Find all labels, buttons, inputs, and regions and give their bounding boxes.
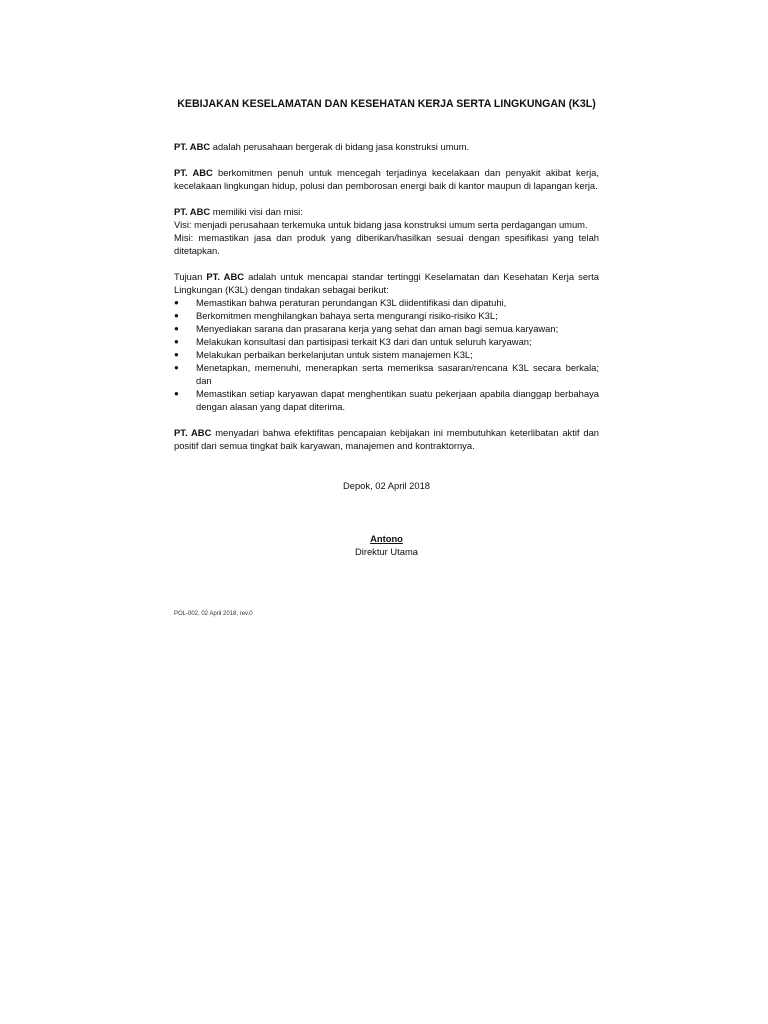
list-item-text: Menyediakan sarana dan prasarana kerja yang sehat dan aman bagi semua karyawan; [196,323,559,334]
paragraph-text: adalah perusahaan bergerak di bidang jasa konstruksi umum. [212,141,470,152]
document-title: KEBIJAKAN KESELAMATAN DAN KESEHATAN KERJA SERTA LINGKUNGAN (K3L) [177,98,596,110]
list-item-text: Menetapkan, memenuhi, menerapkan serta memeriksa sasaran/rencana K3L secara berkala; dan [196,362,599,386]
list-item-text: Memastikan bahwa peraturan perundangan K3L diidentifikasi dan dipatuhi, [196,297,507,308]
paragraph-text: adalah untuk mencapai standar tertinggi Keselamatan dan Kesehatan Kerja serta Lingkungan (K3L) dengan tindakan sebagai berikut: [174,271,599,295]
paragraph-vision-mission-intro [174,205,599,218]
company-name: PT. ABC [174,141,211,152]
objective-list [174,296,599,413]
bullet-icon: ● [174,298,179,307]
paragraph-commitment [174,166,599,192]
company-name: PT. ABC [174,167,213,178]
list-item-text: Melakukan konsultasi dan partisipasi terkait K3 dari dan untuk seluruh karyawan; [196,336,532,347]
paragraph-text: Tujuan [174,271,203,282]
paragraph-company-intro [174,140,599,153]
company-name: PT. ABC [206,271,244,282]
vision-statement: Visi: menjadi perusahaan terkemuka untuk bidang jasa konstruksi umum serta perdagangan umum. [174,219,588,230]
place-and-date: Depok, 02 April 2018 [342,480,431,491]
list-item-text: Berkomitmen menghilangkan bahaya serta mengurangi risiko-risiko K3L; [196,310,498,321]
list-item-text: Melakukan perbaikan berkelanjutan untuk sistem manajemen K3L; [196,349,473,360]
bullet-icon: ● [174,337,179,346]
bullet-icon: ● [174,350,179,359]
paragraph-objective [174,270,599,296]
list-item [174,309,599,322]
list-item-text: Memastikan setiap karyawan dapat menghentikan suatu pekerjaan apabila dianggap berbahaya dengan alasan yang dapat diterima. [196,388,599,412]
list-item [174,322,599,335]
list-item [174,335,599,348]
bullet-icon: ● [174,389,179,398]
paragraph-text: menyadari bahwa efektifitas pencapaian kebijakan ini membutuhkan keterlibatan aktif dan positif dari semua tingkat baik karyawan, manajemen and kontraktornya. [174,427,600,451]
paragraph-text: memiliki visi dan misi: [212,206,303,217]
bullet-icon: ● [174,324,179,333]
document-reference: POL-002, 02 April 2018, rev.0 [174,611,253,617]
document-body [174,97,599,558]
signer-title: Direktur Utama [354,546,419,557]
bullet-icon: ● [174,311,179,320]
paragraph-effectiveness [174,426,599,452]
bullet-icon: ● [174,363,179,372]
list-item [174,387,599,413]
list-item [174,348,599,361]
signer-name: Antono [370,533,403,544]
list-item [174,361,599,387]
list-item [174,296,599,309]
paragraph-text: berkomitmen penuh untuk mencegah terjadinya kecelakaan dan penyakit akibat kerja, kecelakaan lingkungan hidup, polusi dan pemborosan energi baik di kantor maupun di lapangan kerja. [174,167,599,191]
signature-block [174,532,599,558]
company-name: PT. ABC [174,427,212,438]
mission-statement: Misi: memastikan jasa dan produk yang diberikan/hasilkan sesuai dengan spesifikasi yang telah ditetapkan. [174,232,599,256]
company-name: PT. ABC [174,206,211,217]
